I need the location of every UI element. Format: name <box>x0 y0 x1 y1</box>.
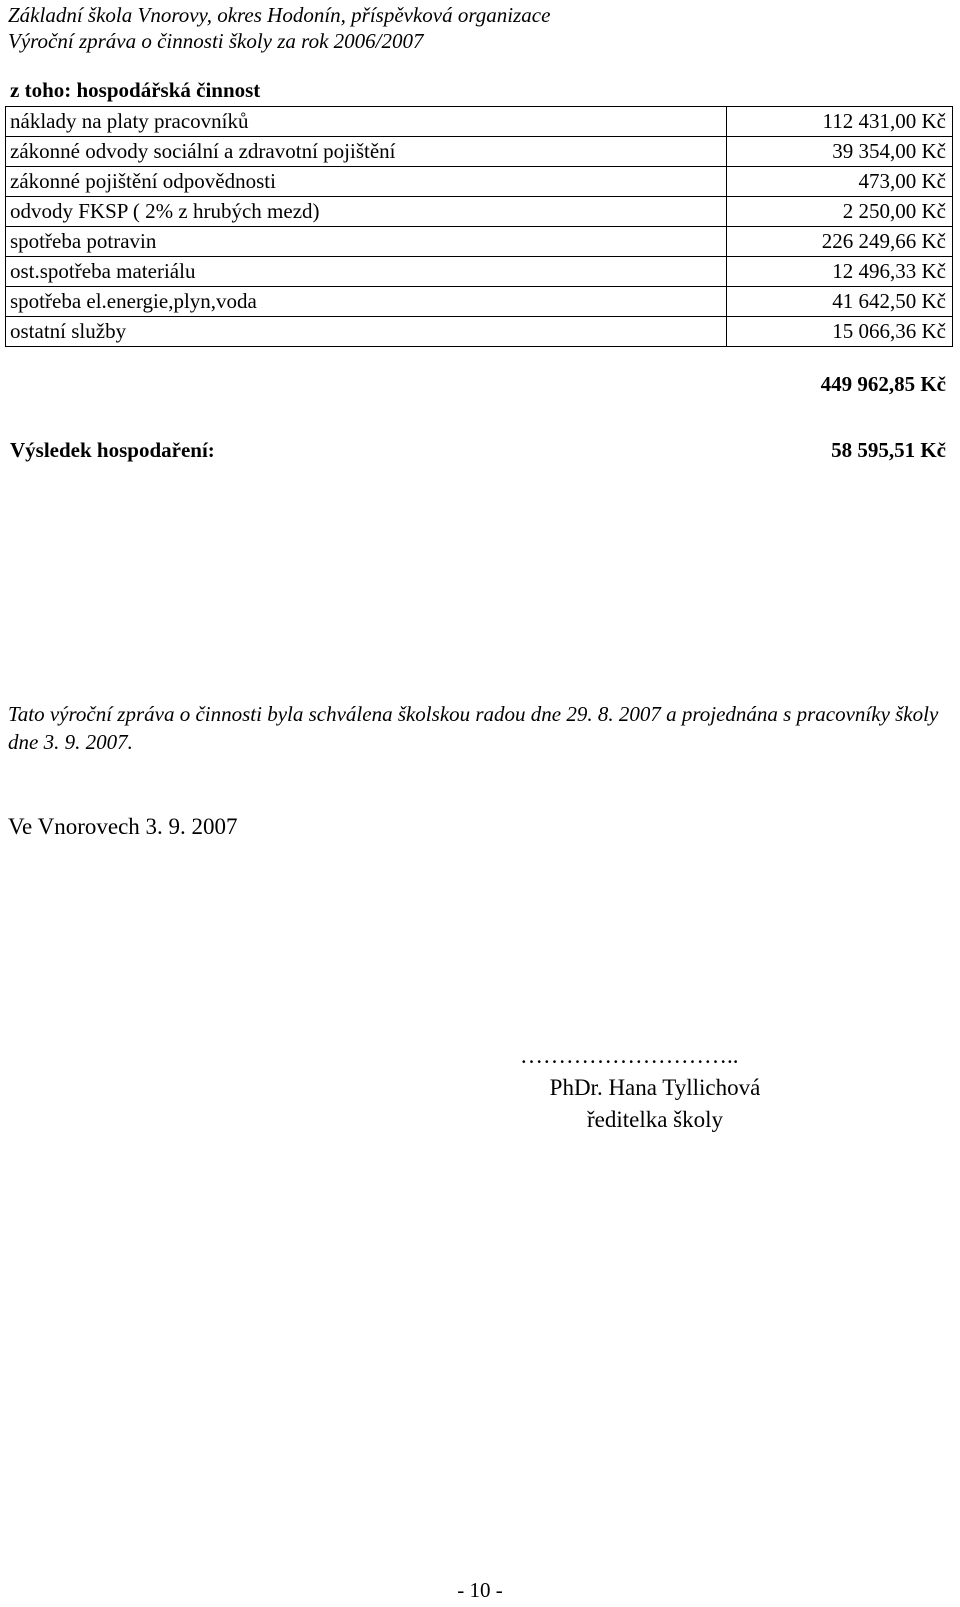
signature-block <box>520 1040 790 1136</box>
cost-label: zákonné odvody sociální a zdravotní pojištění <box>6 137 727 167</box>
signatory-name: PhDr. Hana Tyllichová <box>549 1075 761 1100</box>
cost-value: 226 249,66 Kč <box>727 227 953 257</box>
table-row <box>6 107 953 137</box>
cost-label: ostatní služby <box>6 317 727 347</box>
place-date: Ve Vnorovech 3. 9. 2007 <box>8 814 238 839</box>
table-row <box>6 287 953 317</box>
costs-table <box>5 106 953 347</box>
cost-value: 112 431,00 Kč <box>727 107 953 137</box>
cost-value: 39 354,00 Kč <box>727 137 953 167</box>
approval-note: Tato výroční zpráva o činnosti byla schválena školskou radou dne 29. 8. 2007 a projednána s pracovníky školy dne 3. 9. 2007. <box>8 702 939 754</box>
cost-value: 41 642,50 Kč <box>727 287 953 317</box>
page-number: - 10 - <box>457 1578 503 1602</box>
costs-total: 449 962,85 Kč <box>820 372 946 396</box>
cost-value: 473,00 Kč <box>727 167 953 197</box>
table-row <box>6 137 953 167</box>
signatory-role: ředitelka školy <box>586 1107 724 1132</box>
header-line-report: Výroční zpráva o činnosti školy za rok 2006/2007 <box>8 29 424 53</box>
cost-label: ost.spotřeba materiálu <box>6 257 727 287</box>
cost-label: spotřeba el.energie,plyn,voda <box>6 287 727 317</box>
signature-line: ……………………….. <box>520 1043 739 1068</box>
result-value: 58 595,51 Kč <box>831 438 946 462</box>
cost-value: 15 066,36 Kč <box>727 317 953 347</box>
result-label: Výsledek hospodaření: <box>10 438 215 462</box>
table-row <box>6 317 953 347</box>
section-title: z toho: hospodářská činnost <box>10 78 261 102</box>
cost-value: 12 496,33 Kč <box>727 257 953 287</box>
cost-label: spotřeba potravin <box>6 227 727 257</box>
table-row <box>6 197 953 227</box>
table-row <box>6 167 953 197</box>
document-header <box>8 2 550 54</box>
cost-label: odvody FKSP ( 2% z hrubých mezd) <box>6 197 727 227</box>
header-line-school: Základní škola Vnorovy, okres Hodonín, příspěvková organizace <box>8 3 551 27</box>
table-row <box>6 257 953 287</box>
cost-label: náklady na platy pracovníků <box>6 107 727 137</box>
table-row <box>6 227 953 257</box>
cost-value: 2 250,00 Kč <box>727 197 953 227</box>
cost-label: zákonné pojištění odpovědnosti <box>6 167 727 197</box>
